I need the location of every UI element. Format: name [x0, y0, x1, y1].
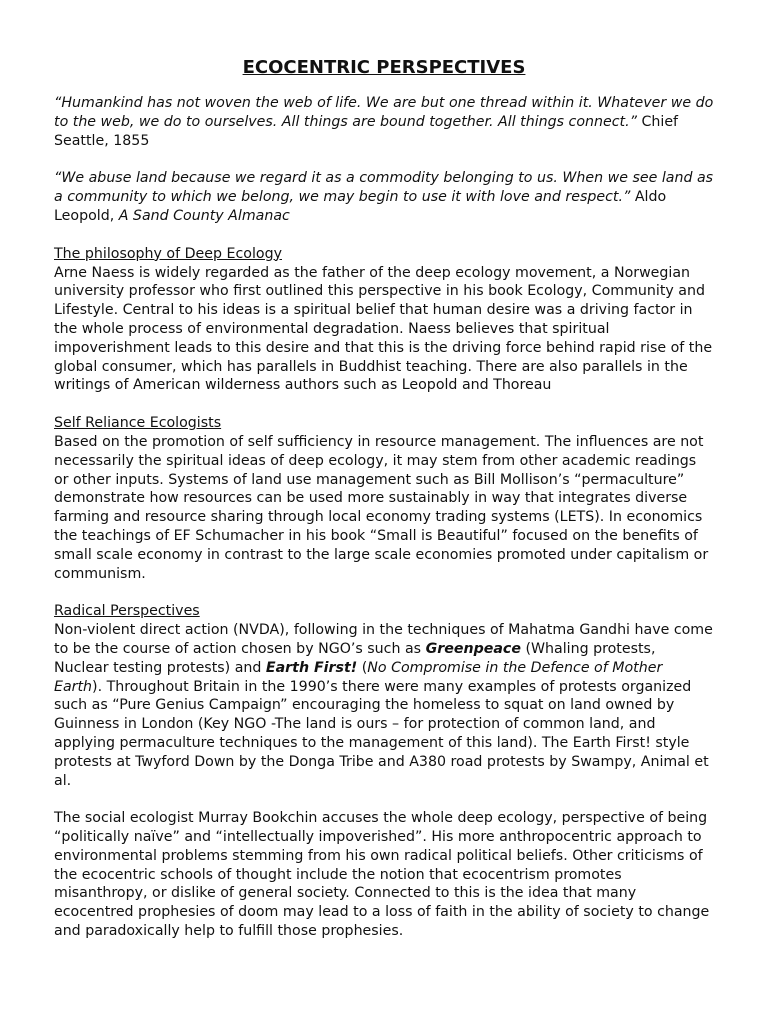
- radical-text-part2: (Whaling protests, Nuclear testing protests) and: [54, 640, 656, 676]
- section-heading-self-reliance: Self Reliance Ecologists: [54, 415, 222, 432]
- section-body-self-reliance: Based on the promotion of self sufficiency in resource management. The influences are not necessarily the spiritual ideas of deep ecology, it may stem from other academic readings or other inputs. Systems of land use management such as Bill Mollison’s “permaculture” demonstrate how resources can be used more sustainably in way that integrates diverse farming and resource sharing through local economy trading systems (LETS). In economics the teachings of EF Schumacher in his book “Small is Beautiful” focused on the benefits of small scale economy in contrast to the large scale economies promoted under capitalism or communism.: [54, 433, 709, 582]
- section-body-deep-ecology: Arne Naess is widely regarded as the father of the deep ecology movement, a Norwegian university professor who first outlined this perspective in his book Ecology, Community and Lifestyle. Central to his ideas is a spiritual belief that human desire was a driving factor in the whole process of environmental degradation. Naess believes that spiritual impoverishment leads to this desire and that this is the driving force behind rapid rise of the global consumer, which has parallels in Buddhist teaching. There are also parallels in the writings of American wilderness authors such as Leopold and Thoreau: [54, 264, 713, 394]
- quote-chief-seattle-attribution: Chief Seattle, 1855: [54, 113, 679, 149]
- quote-aldo-leopold: [54, 169, 714, 225]
- quote-chief-seattle-text: “Humankind has not woven the web of life. We are but one thread within it. Whatever we do to the web, we do to ourselves. All things are bound together. All things connect.”: [54, 95, 714, 130]
- section-radical: [54, 602, 714, 790]
- quote-aldo-leopold-text: “We abuse land because we regard it as a commodity belonging to us. When we see land as a community to which we belong, we may begin to use it with love and respect.”: [54, 170, 714, 206]
- section-criticism: [54, 809, 714, 941]
- quote-chief-seattle: [54, 94, 714, 150]
- earth-first-name: Earth First!: [265, 659, 358, 676]
- greenpeace-name: Greenpeace: [425, 640, 521, 657]
- section-heading-radical: Radical Perspectives: [54, 603, 200, 620]
- radical-text-part4: ). Throughout Britain in the 1990’s there were many examples of protests organized such as “Pure Genius Campaign” encouraging the homeless to squat on land owned by Guinness in London (Key NGO -The land is ours – for protection of common land, and applying permaculture techniques to the management of this land). The Earth First! style protests at Twyford Down by the Donga Tribe and A380 road protests by Swampy, Animal et al.: [54, 678, 709, 789]
- quote-aldo-leopold-author: Aldo Leopold,: [54, 189, 667, 224]
- section-body-radical: [54, 621, 714, 790]
- radical-text-part1: Non-violent direct action (NVDA), following in the techniques of Mahatma Gandhi have come to be the course of action chosen by NGO’s such as: [54, 622, 713, 657]
- section-body-criticism: The social ecologist Murray Bookchin accuses the whole deep ecology, perspective of being “politically naïve” and “intellectually impoverished”. His more anthropocentric approach to environmental problems stemming from his own radical political beliefs. Other criticisms of the ecocentric schools of thought include the notion that ecocentrism promotes misanthropy, or dislike of general society. Connected to this is the idea that many ecocentred prophesies of doom may lead to a loss of faith in the ability of society to change and paradoxically help to fulfill those prophesies.: [54, 810, 710, 940]
- section-deep-ecology: [54, 245, 714, 395]
- quote-aldo-leopold-work: A Sand County Almanac: [118, 207, 290, 224]
- earth-first-motto: No Compromise in the Defence of Mother Earth: [54, 659, 663, 695]
- radical-text-part3: (: [357, 659, 368, 676]
- document-title: ECOCENTRIC PERSPECTIVES: [242, 57, 526, 78]
- section-heading-deep-ecology: The philosophy of Deep Ecology: [54, 245, 282, 262]
- section-self-reliance: [54, 414, 714, 583]
